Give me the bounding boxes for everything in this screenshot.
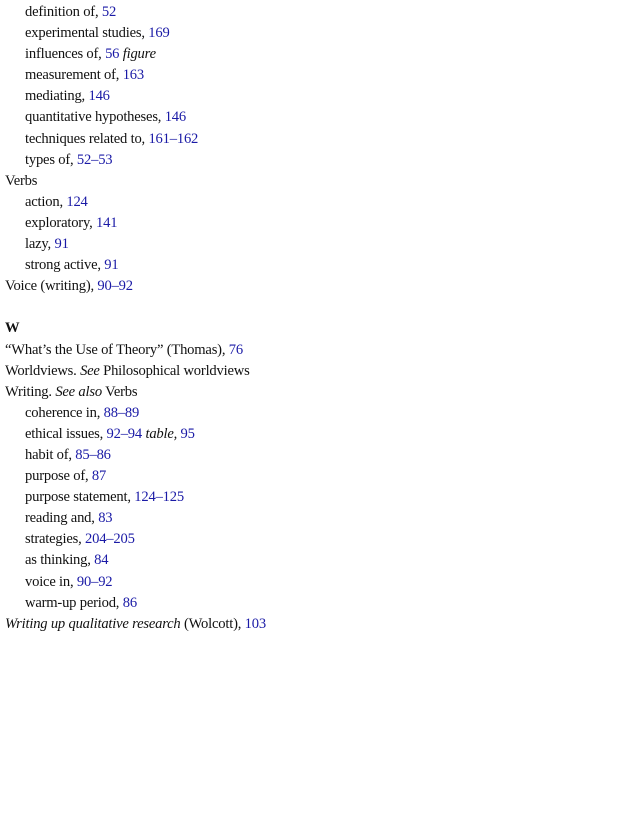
entry-term: experimental studies, xyxy=(25,25,149,42)
see-target: Verbs xyxy=(101,383,138,400)
page-link[interactable]: 83 xyxy=(98,510,113,527)
index-subentry xyxy=(5,508,625,529)
page-link[interactable]: 169 xyxy=(148,25,170,42)
page-link[interactable]: 141 xyxy=(96,214,118,231)
index-subentry xyxy=(5,107,625,128)
index-subentry xyxy=(5,572,625,593)
page-link[interactable]: 85–86 xyxy=(75,446,111,463)
entry-term: types of, xyxy=(25,151,77,168)
page-link[interactable]: 92–94 xyxy=(106,425,143,442)
index-entry xyxy=(5,361,625,382)
see-target: Philosophical worldviews xyxy=(99,362,250,379)
page-link[interactable]: 84 xyxy=(94,552,109,569)
entry-term: purpose statement, xyxy=(25,489,135,506)
page-link[interactable]: 91 xyxy=(54,236,69,253)
entry-term: lazy, xyxy=(25,236,55,253)
page-link[interactable]: 91 xyxy=(104,257,119,274)
page-link[interactable]: 52–53 xyxy=(76,151,113,168)
entry-term: Voice (writing), xyxy=(5,278,98,295)
entry-term: voice in, xyxy=(25,573,77,590)
entry-term: measurement of, xyxy=(25,67,123,84)
page-link[interactable]: 95 xyxy=(180,425,195,442)
see-also-reference: See also xyxy=(55,383,102,400)
entry-term: warm-up period, xyxy=(25,594,123,611)
entry-term: mediating, xyxy=(25,88,89,105)
index-subentry xyxy=(5,213,625,234)
index-entry xyxy=(5,340,625,361)
index-entry xyxy=(5,276,625,297)
page-link[interactable]: 161–162 xyxy=(148,130,199,147)
entry-term: strong active, xyxy=(25,257,105,274)
index-entry xyxy=(5,171,625,192)
page-link[interactable]: 124 xyxy=(66,193,88,210)
page-link[interactable]: 146 xyxy=(88,88,110,105)
page-link[interactable]: 90–92 xyxy=(76,573,113,590)
index-subentry xyxy=(5,65,625,86)
see-reference: See xyxy=(80,362,100,379)
index-subentry xyxy=(5,150,625,171)
index-subentry xyxy=(5,192,625,213)
entry-term: (Wolcott), xyxy=(180,615,245,632)
index-subentry xyxy=(5,487,625,508)
page-link[interactable]: 87 xyxy=(91,468,107,485)
index-subentry xyxy=(5,2,625,23)
letter-heading: W xyxy=(5,320,20,337)
page-link[interactable]: 204–205 xyxy=(85,531,135,548)
entry-term: action, xyxy=(25,193,67,210)
index-subentry xyxy=(5,445,625,466)
entry-term: techniques related to, xyxy=(25,130,149,147)
entry-term: purpose of, xyxy=(25,468,92,485)
page-link[interactable]: 88–89 xyxy=(103,404,140,421)
entry-term: quantitative hypotheses, xyxy=(25,109,165,126)
index-subentry xyxy=(5,403,625,424)
index-subentry xyxy=(5,466,625,487)
index-subentry xyxy=(5,23,625,44)
index-subentry xyxy=(5,255,625,276)
entry-term: Worldviews. xyxy=(5,362,81,379)
entry-term: definition of, xyxy=(25,4,102,20)
entry-note: figure xyxy=(122,46,156,63)
book-title: Writing up qualitative research xyxy=(5,615,181,632)
section-gap xyxy=(5,297,625,318)
entry-term: strategies, xyxy=(25,531,86,548)
page-link[interactable]: 124–125 xyxy=(134,489,184,506)
entry-term: influences of, xyxy=(25,46,106,63)
index-subentry xyxy=(5,234,625,255)
entry-term: exploratory, xyxy=(25,214,97,231)
entry-note: table, xyxy=(142,425,178,442)
entry-term: Writing. xyxy=(5,383,56,400)
page-link[interactable]: 56 xyxy=(105,46,120,63)
page-link[interactable]: 163 xyxy=(122,67,144,84)
index-subentry xyxy=(5,529,625,550)
page-link[interactable]: 86 xyxy=(122,594,137,611)
entry-term: “What’s the Use of Theory” (Thomas), xyxy=(5,341,229,358)
entry-term: ethical issues, xyxy=(25,425,107,442)
entry-term: Verbs xyxy=(5,172,38,189)
index-subentry xyxy=(5,424,625,445)
entry-term: as thinking, xyxy=(25,552,95,569)
entry-term: coherence in, xyxy=(25,404,104,421)
page-link[interactable]: 103 xyxy=(244,615,266,632)
index-entry xyxy=(5,382,625,403)
page-link[interactable]: 52 xyxy=(101,4,117,20)
index-subentry xyxy=(5,129,625,150)
page-link[interactable]: 90–92 xyxy=(97,278,133,295)
index-subentry xyxy=(5,44,625,65)
page-link[interactable]: 146 xyxy=(164,109,186,126)
index-subentry xyxy=(5,593,625,614)
index-subentry xyxy=(5,86,625,107)
entry-term: reading and, xyxy=(25,510,99,527)
index-entry xyxy=(5,614,625,635)
index-subentry xyxy=(5,550,625,571)
index-page xyxy=(5,2,625,635)
page-link[interactable]: 76 xyxy=(228,341,243,358)
entry-term: habit of, xyxy=(25,446,76,463)
